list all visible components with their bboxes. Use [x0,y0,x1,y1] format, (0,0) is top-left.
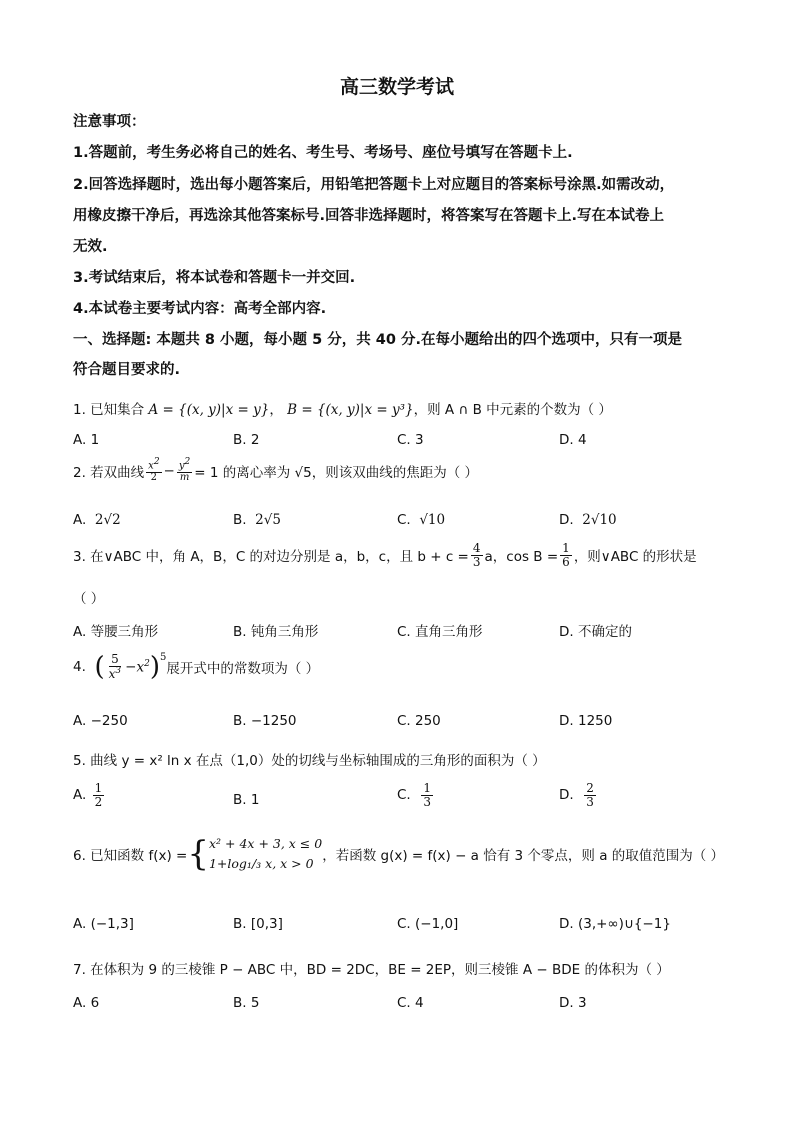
question-7-option-d: D. 3 [559,995,587,1011]
question-6-option-b: B. [0,3] [233,916,283,932]
notice-heading: 注意事项： [73,114,146,130]
option-c-value: √10 [419,512,446,528]
notice-item-2-line-2: 用橡皮擦干净后，再选涂其他答案标号.回答非选择题时，将答案写在答题卡上.写在本试卷上 [73,208,665,224]
notice-item-3: 3.考试结束后，将本试卷和答题卡一并交回. [73,270,356,286]
question-2-option-a [73,512,121,528]
question-4: 4. ( $\frac{5}{x^3}$ − $x^2$ ) $^5$ 展开式中的常数项为（ ） [73,652,320,682]
fraction-1-over-6: $\frac{1}{6}$ [562,541,570,569]
question-1-set-b: B = {(x, y)|x = y³} [287,402,414,418]
fraction-1-over-3: $\frac{1}{3}$ [423,781,431,809]
case-2: 1+log₁/₃ x, x > 0 [208,856,314,871]
question-3-option-c: C. 直角三角形 [397,624,483,640]
section-1-heading-line-2: 符合题目要求的. [73,362,181,378]
question-5-option-b: B. 1 [233,792,260,808]
option-b-label: B. [233,512,247,528]
question-2-option-d [559,512,617,528]
question-1 [73,398,612,418]
question-3-text-1: 3. 在∨ABC 中，角 A，B，C 的对边分别是 a，b，c，且 b + c = [73,549,469,566]
option-b-value: 2√5 [255,512,281,528]
question-1-option-c: C. 3 [397,432,424,448]
option-c-label: C. [397,787,411,804]
question-4-option-b: B. −1250 [233,713,297,729]
question-4-option-c: C. 250 [397,713,441,729]
question-1-option-a: A. 1 [73,432,100,448]
notice-item-4: 4.本试卷主要考试内容：高考全部内容. [73,301,327,317]
fraction-2-over-3: $\frac{2}{3}$ [586,781,594,809]
question-3-option-a: A. 等腰三角形 [73,624,159,640]
page-title: 高三数学考试 [339,76,454,98]
question-5-option-c [397,782,435,808]
option-c-label: C. [397,512,411,528]
question-6-option-a: A. (−1,3] [73,916,134,932]
question-1-set-a: A = {(x, y)|x = y} [148,402,270,418]
question-4-suffix: 展开式中的常数项为（ ） [166,661,320,677]
question-2-text: = 1 的离心率为 √5，则该双曲线的焦距为（ ） [194,464,479,481]
question-7-option-b: B. 5 [233,995,260,1011]
section-1-heading-line-1: 一、选择题: 本题共 8 小题，每小题 5 分，共 40 分.在每小题给出的四个选项中，只有一项是 [73,332,682,348]
question-7: 7. 在体积为 9 的三棱锥 P − ABC 中，BD = 2DC，BE = 2EP，则三棱锥 A − BDE 的体积为（ ） [73,962,670,978]
question-6-prefix: 6. 已知函数 f(x) = [73,848,188,864]
question-2-option-b [233,512,281,528]
question-3-answer-bracket: （ ） [73,591,105,607]
question-2-prefix: 2. 若双曲线 [73,464,145,481]
question-6-option-d: D. (3,+∞)∪{−1} [559,916,671,932]
question-4-option-d: D. 1250 [559,713,613,729]
fraction-y2-over-m: $\frac{y^2}{m}$ [178,457,191,483]
option-d-label: D. [559,512,574,528]
option-a-value: 2√2 [94,512,121,528]
case-1: x² + 4x + 3, x ≤ 0 [208,836,323,851]
question-3 [73,542,697,568]
question-6-suffix: ，若函数 g(x) = f(x) − a 恰有 3 个零点，则 a 的取值范围为（ ） [322,848,725,864]
question-3-text-3: ，则∨ABC 的形状是 [573,549,697,566]
option-a-label: A. [73,512,87,528]
question-6-option-c: C. (−1,0] [397,916,459,932]
question-7-option-a: A. 6 [73,995,100,1011]
question-1-suffix: ，则 A ∩ B 中元素的个数为（ ） [413,402,612,418]
question-7-option-c: C. 4 [397,995,424,1011]
option-d-value: 2√10 [582,512,617,528]
question-1-option-b: B. 2 [233,432,260,448]
question-4-option-a: A. −250 [73,713,128,729]
question-5: 5. 曲线 y = x² ln x 在点（1,0）处的切线与坐标轴围成的三角形的面积为（ ） [73,753,546,769]
notice-item-1: 1.答题前，考生务必将自己的姓名、考生号、考场号、座位号填写在答题卡上. [73,145,573,161]
question-4-prefix: 4. [73,659,86,675]
question-1-option-d: D. 4 [559,432,587,448]
question-1-comma: ， [269,402,283,418]
question-3-text-2: a，cos B = [484,549,559,566]
option-d-label: D. [559,787,574,804]
notice-item-2-line-1: 2.回答选择题时，选出每小题答案后，用铅笔把答题卡上对应题目的答案标号涂黑.如需改动， [73,177,675,193]
question-1-prefix: 1. 已知集合 [73,402,145,418]
question-2: 2. 若双曲线 $\frac{x^2}{2}$ − $\frac{y^2}{m}$ = 1 的离心率为 √5，则该双曲线的焦距为（ ） [73,457,479,483]
question-3-option-b: B. 钝角三角形 [233,624,319,640]
fraction-1-over-2: $\frac{1}{2}$ [94,781,103,809]
question-6: 6. 已知函数 f(x) = { x² + 4x + 3, x ≤ 0 1+log₁/₃ x, x > 0 ，若函数 g(x) = f(x) − a 恰有 3 个零点，则 a 的取值范围为（ ） [73,834,725,874]
question-2-option-c [397,512,445,528]
fraction-x2-over-2: $\frac{x^2}{2}$ [148,457,160,483]
notice-item-2-line-3: 无效. [73,239,108,255]
fraction-4-over-3: $\frac{4}{3}$ [472,541,481,569]
fraction-5-over-x3: $\frac{5}{x^3}$ [108,652,122,681]
option-a-label: A. [73,787,87,804]
piecewise-cases [209,834,322,874]
question-5-option-d [559,782,598,808]
question-3-option-d: D. 不确定的 [559,624,632,640]
question-5-option-a [73,782,106,808]
